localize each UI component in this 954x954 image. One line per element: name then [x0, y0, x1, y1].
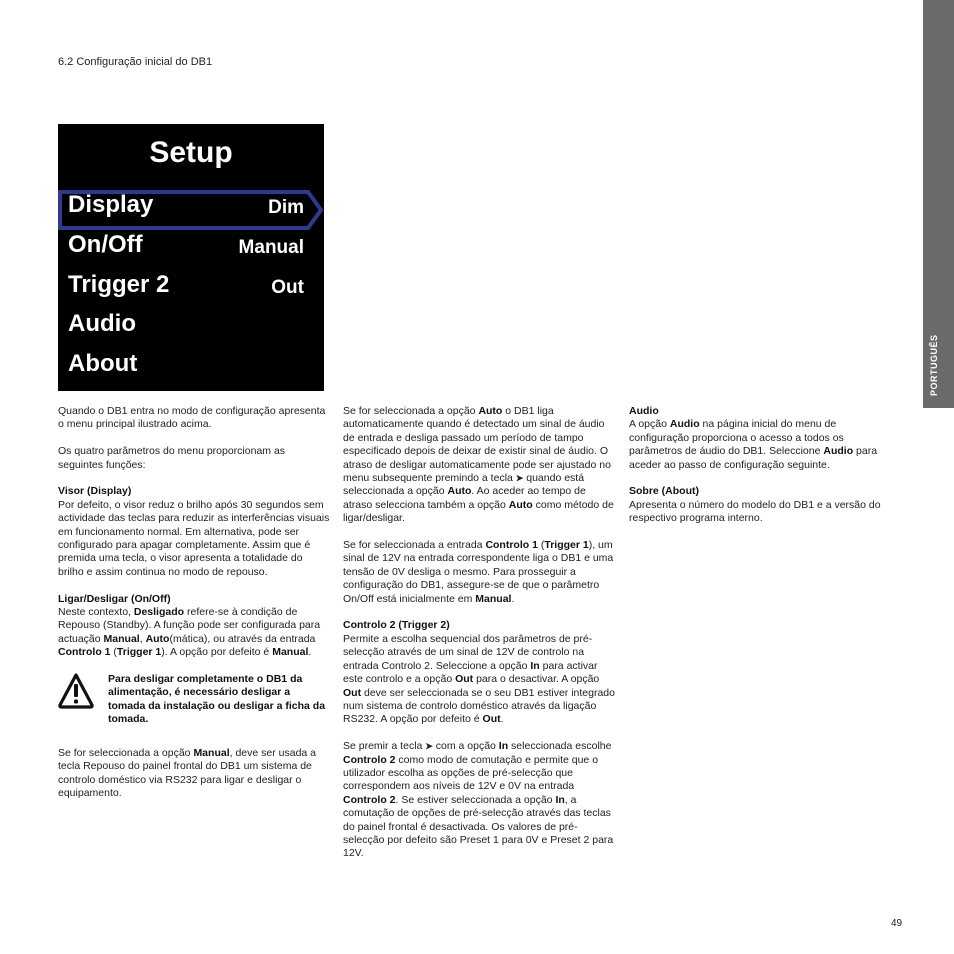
setup-title: Setup	[149, 136, 233, 169]
menu-value-onoff: Manual	[238, 237, 304, 258]
menu-label-onoff: On/Off	[68, 231, 143, 258]
onoff-paragraph: Neste contexto, Desligado refere-se à condição de Repouso (Standby). A função pode ser configurada para actuação Manual, Auto(mática), ou através da entrada Controlo 1 (Trigger 1). A opção por defeito é Manual.	[58, 606, 321, 659]
warning-triangle-icon	[58, 673, 94, 709]
menu-item-trigger2	[58, 269, 324, 309]
intro-paragraph: Quando o DB1 entra no modo de configuração apresenta o menu principal ilustrado acima.	[58, 405, 326, 431]
about-heading: Sobre (About)	[629, 485, 699, 498]
menu-label-display: Display	[68, 191, 154, 218]
trigger1-paragraph: Se for seleccionada a entrada Controlo 1 (Trigger 1), um sinal de 12V na entrada correspondente liga o DB1 e uma tensão de 0V desliga o mesmo. Para prosseguir a configuração do DB1, assegure-se de que o parâmetro On/Off está inicialmente em Manual.	[343, 539, 614, 605]
section-heading: 6.2 Configuração inicial do DB1	[58, 56, 213, 68]
about-paragraph: Apresenta o número do modelo do DB1 e a versão do respectivo programa interno.	[629, 498, 881, 525]
menu-label-audio: Audio	[68, 310, 136, 337]
right-arrow-key-icon: ➤	[515, 473, 524, 484]
setup-menu-screen	[58, 124, 324, 391]
menu-item-display	[58, 190, 324, 230]
warning-text: Para desligar completamente o DB1 da alimentação, é necessário desligar a tomada da instalação ou desligar a ficha da tomada.	[108, 673, 326, 726]
text-column-3	[629, 405, 899, 539]
menu-item-audio	[58, 308, 324, 348]
text-column-2	[343, 405, 615, 874]
menu-item-about	[58, 348, 324, 388]
functions-paragraph: Os quatro parâmetros do menu proporcionam as seguintes funções:	[58, 445, 286, 471]
right-arrow-key-icon: ➤	[425, 741, 433, 752]
visor-heading: Visor (Display)	[58, 485, 132, 498]
onoff-heading: Ligar/Desligar (On/Off)	[58, 592, 171, 605]
menu-value-display: Dim	[268, 197, 304, 218]
audio-heading: Audio	[629, 405, 659, 417]
trigger2-heading: Controlo 2 (Trigger 2)	[343, 619, 450, 632]
menu-label-trigger2: Trigger 2	[68, 271, 170, 298]
manual-paragraph: Se for seleccionada a opção Manual, deve ser usada a tecla Repouso do painel frontal do DB1 um sistema de controlo doméstico via RS232 para ligar e desligar o equipamento.	[58, 747, 316, 800]
text-column-1	[58, 405, 330, 814]
warning-note	[58, 673, 330, 727]
audio-paragraph: A opção Audio na página inicial do menu de configuração proporciona o acesso a todos os parâmetros de áudio do DB1. Seleccione Audio para aceder ao passo de configuração seguinte.	[629, 418, 878, 471]
page-number: 49	[891, 918, 903, 929]
menu-label-about: About	[68, 350, 138, 377]
auto-paragraph: Se for seleccionada a opção Auto o DB1 liga automaticamente quando é detectado um sinal de áudio de entrada e desliga passado um período de tampo especificado depois de deixar de existir sinal de áudio. O atraso de desligar automaticamente pode ser ajustado no menu subsequente premindo a tecla ➤ quando está seleccionada a opção Auto. Ao aceder ao tempo de atraso selecciona também a opção Auto como método de ligar/desligar.	[343, 405, 614, 525]
trigger2-switch-paragraph: Se premir a tecla ➤ com a opção In seleccionada escolhe Controlo 2 como modo de comutação e permite que o utilizador escolha as opções de pré-selecção que correspondem aos níveis de 12V e 0V na entrada Controlo 2. Se estiver seleccionada a opção In, a comutação de opções de pré-selecção através das teclas do painel frontal é desactivada. Os valores de pré-selecção por defeito são Preset 1 para 0V e Preset 2 para 12V.	[343, 740, 614, 860]
trigger2-paragraph: Permite a escolha sequencial dos parâmetros de pré-selecção através de um sinal de 12V de controlo na entrada Controlo 2. Seleccione a opção In para activar este controlo e a opção Out para o desactivar. A opção Out deve ser seleccionada se o seu DB1 estiver integrado num sistema de controlo doméstico através da ligação RS232. A opção por defeito é Out.	[343, 632, 615, 726]
menu-value-trigger2: Out	[271, 277, 304, 298]
language-tab-label	[929, 374, 939, 396]
menu-item-onoff	[58, 229, 324, 269]
visor-paragraph: Por defeito, o visor reduz o brilho após 30 segundos sem actividade das teclas para reduzir as interferências visuais em funcionamento normal. Em alternativa, pode ser configurado para apagar completamente. Assim que é premida uma tecla, o visor apresenta a totalidade do brilho e assim continua no modo de repouso.	[58, 498, 330, 578]
